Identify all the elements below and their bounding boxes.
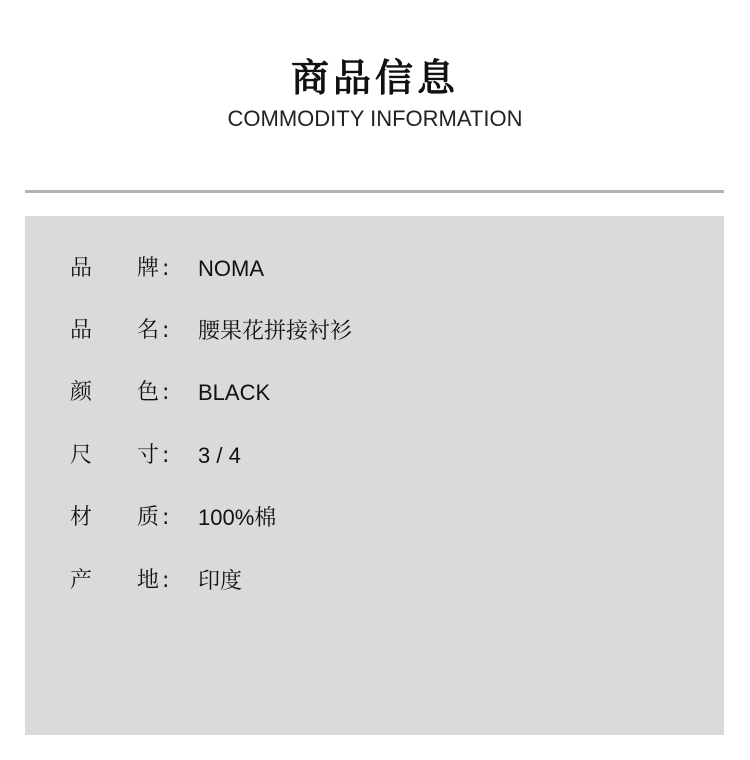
page-header bbox=[0, 0, 750, 190]
row-colon: : bbox=[162, 256, 170, 281]
row-label-first-char: 品 bbox=[70, 318, 93, 343]
row-value: 3 / 4 bbox=[198, 443, 241, 468]
row-label-second-char: 质 bbox=[137, 505, 160, 530]
row-value: BLACK bbox=[198, 380, 271, 405]
page-title: 商品信息 bbox=[290, 56, 459, 100]
row-label-first-char: 颜 bbox=[70, 380, 93, 405]
header-divider bbox=[25, 190, 724, 193]
row-colon: : bbox=[162, 380, 170, 405]
row-label-first-char: 品 bbox=[70, 256, 93, 281]
row-label-first-char: 材 bbox=[70, 505, 93, 530]
row-label-second-char: 色 bbox=[137, 380, 160, 405]
row-label-second-char: 寸 bbox=[137, 443, 160, 468]
row-value: 100%棉 bbox=[198, 505, 277, 530]
row-colon: : bbox=[162, 318, 170, 343]
row-colon: : bbox=[162, 443, 170, 468]
row-label-second-char: 地 bbox=[137, 568, 160, 593]
row-colon: : bbox=[162, 505, 170, 530]
info-panel bbox=[25, 216, 724, 735]
row-label-second-char: 牌 bbox=[137, 256, 160, 281]
row-label-first-char: 尺 bbox=[70, 443, 93, 468]
row-value: 印度 bbox=[198, 568, 243, 593]
row-label-second-char: 名 bbox=[137, 318, 160, 343]
row-colon: : bbox=[162, 568, 170, 593]
row-value: 腰果花拼接衬衫 bbox=[198, 318, 353, 343]
row-label-first-char: 产 bbox=[70, 568, 93, 593]
page-subtitle: COMMODITY INFORMATION bbox=[227, 106, 523, 131]
row-value: NOMA bbox=[198, 256, 264, 281]
